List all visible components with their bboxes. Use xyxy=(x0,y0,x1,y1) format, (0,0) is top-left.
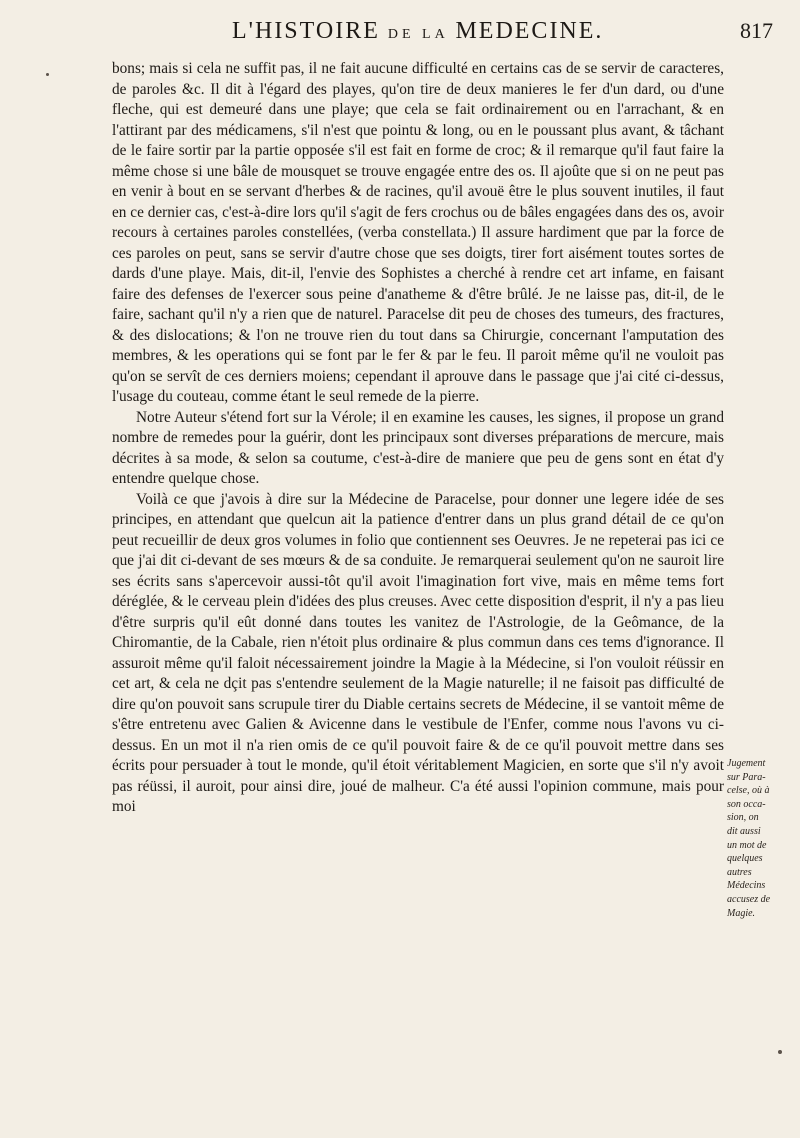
ink-speck xyxy=(46,73,49,76)
margin-line: celse, où à xyxy=(727,785,770,797)
running-title-de-la: DE LA xyxy=(387,27,456,42)
running-title-end: MEDECINE. xyxy=(455,18,604,44)
paragraph-1: bons; mais si cela ne suffit pas, il ne fait aucune difficulté en certains cas de se servir de caracteres, de paroles &c. Il dit à l'égard des playes, qu'on tire de deux manieres le fer d'un dard, ou d'une fleche, qui est demeuré dans une playe; que cela se fait ordinairement ou en l'arrachant, & en l'attirant par des médicamens, s'il n'est que pointu & long, ou en le poussant plus avant, & tâchant de le faire sortir par la partie opposée s'il est fait en forme de croc; & il remarque qu'il faut faire la même chose si une bâle de mousquet se trouve engagée entre des os. Il ajoûte que si on ne peut pas en venir à bout en se servant d'herbes & de racines, qu'il avouë être le plus souvent inutiles, il faut en ce dernier cas, c'est-à-dire lors qu'il s'agit de fers crochus ou de bâles engagées dans des os, avoir recours à certaines paroles constellées, (verba constellata.) Il assure hardiment que par la force de ces paroles on peut, sans se servir d'autre chose que ses doigts, tirer fort aisément toutes sortes de dards d'une playe. Mais, dit-il, l'envie des Sophistes a cherché à rendre cet art infame, en faisant faire des defenses de l'exercer sous peine d'anatheme & d'être brûlé. Je ne laisse pas, dit-il, de le faire, sachant qu'il n'y a rien que de naturel. Paracelse dit peu de choses des tumeurs, des fractures, & des dislocations; & l'on ne trouve rien du tout dans sa Chirurgie, concernant l'amputation des membres, & les operations qui se font par le fer & par le feu. Il paroit même qu'il ne vouloit pas qu'on se servît de ces derniers moiens; cependant il aprouve dans le passage que j'ai cité ci-dessus, l'usage du couteau, comme étant le seul remede de la pierre. xyxy=(112,60,724,405)
margin-line: un mot de xyxy=(727,839,767,851)
paragraph-2: Notre Auteur s'étend fort sur la Vérole; il en examine les causes, les signes, il propose un grand nombre de remedes pour la guérir, dont les principaux sont diverses préparations de mercure, mais décrites à sa mode, & selon sa coutume, c'est-à-dire de maniere que peu de gens sont en état d'y entendre quelque chose. xyxy=(112,408,724,487)
paragraph-3: Voilà ce que j'avois à dire sur la Médecine de Paracelse, pour donner une legere idée de ses principes, en attendant que quelcun ait la patience d'entrer dans un plus grand détail de ce qu'on peut recueillir de deux gros volumes in folio que contiennent ses Oeuvres. Je ne repeterai pas ici ce que j'ai dit ci-devant de ses mœurs & de sa conduite. Je remarquerai seulement qu'on ne sauroit lire ses écrits sans s'apercevoir aussi-tôt qu'il avoit l'imagination fort vive, mais en même tems fort déréglée, & le cerveau plein d'idées des plus creuses. Avec cette disposition d'esprit, il n'y a pas lieu d'être surpris qu'il eût donné dans toutes les vanitez de l'Astrologie, de la Geômance, de la Chiromantie, de la Cabale, rien n'étoit plus ordinaire & plus commun dans ces tems d'ignorance. Il assuroit même qu'il faloit nécessairement joindre la Magie à la Médecine, si l'on vouloit réüssir en cet art, & cela ne dçit pas s'entendre seulement de la Magie naturelle; il ne faisoit pas difficulté de dire qu'on pouvoit sans scrupule tirer du Diable certains secrets de Médecine, il se vantoit même de s'être entretenu avec Galien & Avicenne dans le vestibule de l'Enfer, comme nous l'avons vu ci-dessus. En un mot il n'a rien omis de ce qu'il pouvoit faire & de ce qu'il pouvoit mettre dans ses écrits pour persuader à tout le monde, qu'il étoit véritablement Magicien, en sorte que s'il n'y avoit pas réüssi, il auroit, pour ainsi dire, joué de malheur. C'a été aussi l'opinion commune, mais pour moi xyxy=(112,490,724,815)
running-title-main: L'HISTOIRE xyxy=(232,18,388,44)
running-header xyxy=(0,18,800,58)
running-title xyxy=(232,18,603,45)
margin-line: sur Para- xyxy=(727,771,766,783)
margin-line: Magie. xyxy=(727,907,756,919)
margin-line: dit aussi xyxy=(727,825,761,837)
margin-line: Médecins xyxy=(727,880,766,892)
page-number: 817 xyxy=(740,18,773,43)
marginal-note xyxy=(727,757,787,920)
margin-line: quelques xyxy=(727,853,763,865)
margin-line: son occa- xyxy=(727,798,766,810)
main-text xyxy=(112,59,724,818)
margin-line: Jugement xyxy=(727,758,766,769)
margin-line: autres xyxy=(727,866,752,878)
margin-line: accusez de xyxy=(727,893,771,905)
margin-line: sion, on xyxy=(727,812,759,824)
ink-speck xyxy=(778,1050,782,1054)
